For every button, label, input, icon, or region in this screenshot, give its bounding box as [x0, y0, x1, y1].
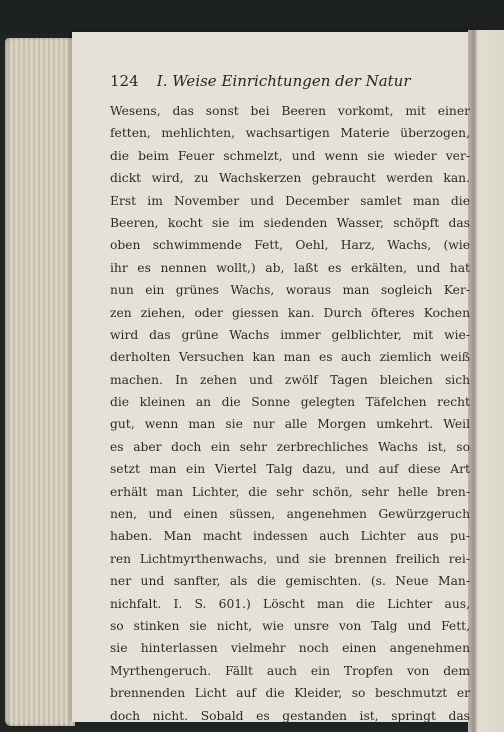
- text-line: Beeren, kocht sie im siedenden Wasser, schöpft das: [110, 215, 470, 230]
- text-line: nichfalt. I. S. 601.) Löscht man die Lichter aus,: [110, 596, 470, 611]
- dark-backdrop: [0, 0, 504, 34]
- text-line: die beim Feuer schmelzt, und wenn sie wieder ver-: [110, 148, 470, 163]
- body-text: [110, 100, 470, 727]
- book-spine: [468, 30, 504, 732]
- text-line: es aber doch ein sehr zerbrechliches Wachs ist, so: [110, 439, 470, 454]
- text-line: ner und sanfter, als die gemischten. (s. Neue Man-: [110, 574, 470, 589]
- running-head: I. Weise Einrichtungen der Natur: [156, 72, 411, 90]
- text-line: wird das grüne Wachs immer gelblichter, mit wie-: [110, 327, 470, 342]
- text-line: ren Lichtmyrthenwachs, und sie brennen freilich rei-: [110, 551, 470, 566]
- text-line: doch nicht. Sobald es gestanden ist, springt das: [110, 708, 470, 723]
- stacked-page-edges: [5, 38, 75, 726]
- text-line: machen. In zehen und zwölf Tagen bleichen sich: [110, 372, 470, 387]
- text-line: Erst im November und December samlet man die: [110, 193, 470, 208]
- page-header: [110, 72, 470, 90]
- text-line: ihr es nennen wollt,) ab, laßt es erkälten, und hat: [110, 260, 470, 275]
- text-line: dickt wird, zu Wachskerzen gebraucht werden kan.: [110, 171, 470, 186]
- text-line: haben. Man macht indessen auch Lichter aus pu-: [110, 529, 470, 544]
- text-line: setzt man ein Viertel Talg dazu, und auf diese Art: [110, 462, 470, 477]
- text-line: gut, wenn man sie nur alle Morgen umkehrt. Weil: [110, 417, 470, 432]
- text-line: so stinken sie nicht, wie unsre von Talg und Fett,: [110, 618, 470, 633]
- page-number: 124: [110, 72, 139, 90]
- text-line: nun ein grünes Wachs, woraus man sogleich Ker-: [110, 283, 470, 298]
- text-line: Myrthengeruch. Fällt auch ein Tropfen von dem: [110, 663, 470, 678]
- text-line: derholten Versuchen kan man es auch ziemlich weiß: [110, 350, 470, 365]
- text-line: Wesens, das sonst bei Beeren vorkomt, mit einer: [110, 104, 470, 118]
- text-line: erhält man Lichter, die sehr schön, sehr helle bren-: [110, 484, 470, 499]
- text-line: fetten, mehlichten, wachsartigen Materie überzogen,: [110, 126, 470, 141]
- text-line: oben schwimmende Fett, Oehl, Harz, Wachs, (wie: [110, 238, 470, 253]
- text-line: die kleinen an die Sonne gelegten Täfelchen recht: [110, 395, 470, 410]
- text-line: nen, und einen süssen, angenehmen Gewürzgeruch: [110, 507, 470, 522]
- text-line: sie hinterlassen vielmehr noch einen angenehmen: [110, 641, 470, 656]
- text-line: zen ziehen, oder giessen kan. Durch öfteres Kochen: [110, 305, 470, 320]
- text-line: brennenden Licht auf die Kleider, so beschmutzt er: [110, 686, 470, 701]
